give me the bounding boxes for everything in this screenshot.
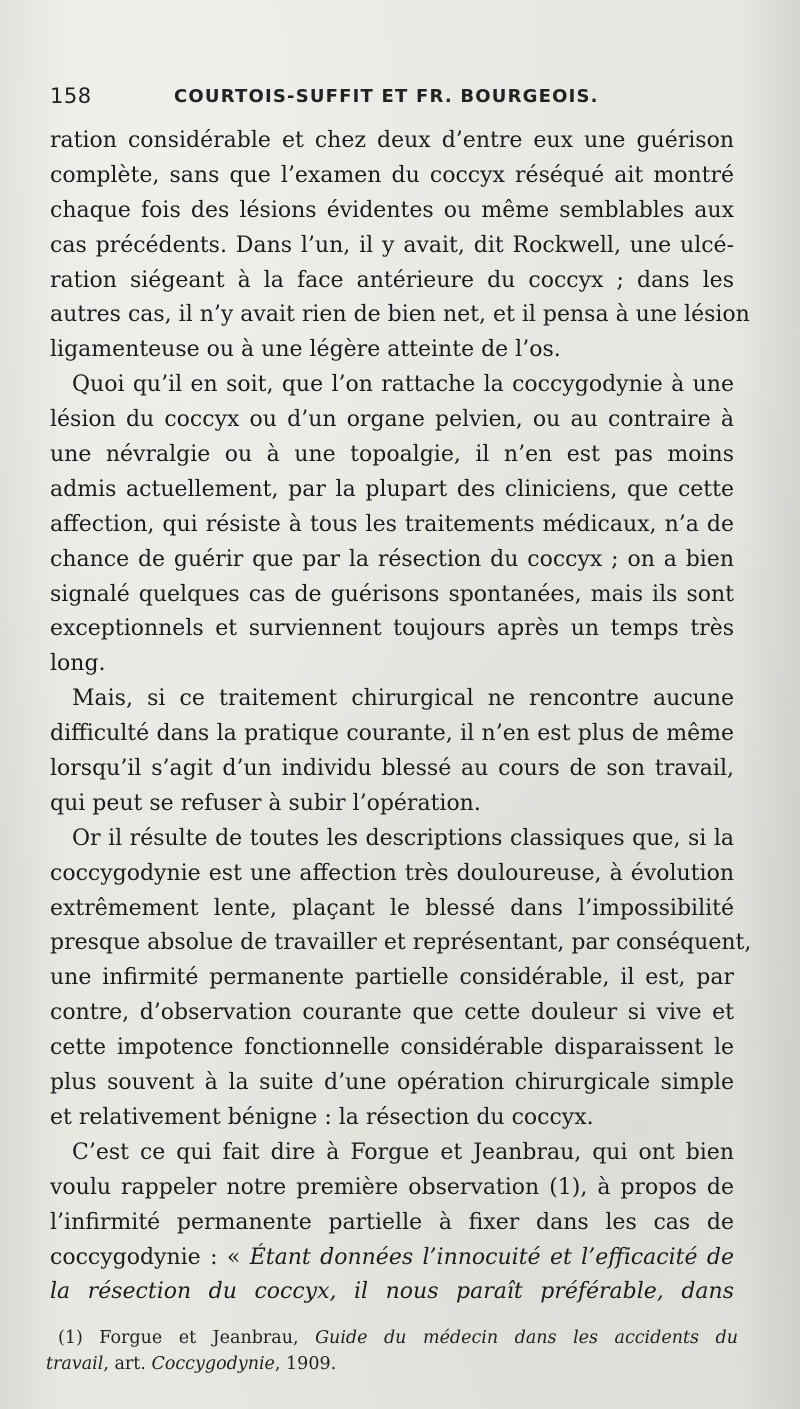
text-line: difficulté dans la pratique courante, il n’en est plus de même	[50, 721, 734, 747]
text-line: l’infirmité permanente partielle à fixer dans les cas de	[50, 1209, 734, 1235]
text-line: admis actuellement, par la plupart des cliniciens, que cette	[50, 476, 734, 502]
text-line: Quoi qu’il en soit, que l’on rattache la coccygodynie à une	[72, 372, 734, 398]
text-line: lésion du coccyx ou d’un organe pelvien, ou au contraire à	[50, 407, 734, 433]
text-line: chaque fois des lésions évidentes ou même semblables aux	[50, 197, 734, 223]
body-text	[50, 124, 752, 1310]
footnote-line	[46, 1351, 738, 1377]
text-line: coccygodynie est une affection très douloureuse, à évolution	[50, 860, 734, 886]
text-line: contre, d’observation courante que cette douleur si vive et	[50, 1000, 734, 1026]
footnote-article: Coccygodynie	[151, 1354, 275, 1374]
text-line: lorsqu’il s’agit d’un individu blessé au cours de son travail,	[50, 756, 734, 782]
text-line: extrêmement lente, plaçant le blessé dans l’impossibilité	[50, 895, 734, 921]
text-line: complète, sans que l’examen du coccyx réséqué ait montré	[50, 162, 734, 188]
quote-italic: la résection du coccyx, il nous paraît préférable, dans	[50, 1279, 734, 1305]
text-line: ligamenteuse ou à une légère atteinte de l’os.	[50, 337, 561, 363]
footnote-year: , 1909.	[274, 1354, 337, 1374]
text-line	[50, 1275, 734, 1310]
text-line: Mais, si ce traitement chirurgical ne rencontre aucune	[72, 686, 734, 712]
text-line: signalé quelques cas de guérisons spontanées, mais ils sont	[50, 581, 734, 607]
footnote-line	[46, 1325, 738, 1351]
text-line: C’est ce qui fait dire à Forgue et Jeanbrau, qui ont bien	[72, 1139, 734, 1165]
text-line: une infirmité permanente partielle considérable, il est, par	[50, 965, 734, 991]
text-line: et relativement bénigne : la résection du coccyx.	[50, 1104, 594, 1130]
text-roman: coccygodynie : «	[50, 1244, 250, 1270]
text-line: cette impotence fonctionnelle considérable disparaissent le	[50, 1035, 734, 1061]
text-line: presque absolue de travailler et représentant, par conséquent,	[50, 930, 752, 956]
text-line: une névralgie ou à une topoalgie, il n’en est pas moins	[50, 442, 734, 468]
text-line: plus souvent à la suite d’une opération chirurgicale simple	[50, 1070, 734, 1096]
text-line: qui peut se refuser à subir l’opération.	[50, 790, 481, 816]
page-header	[50, 84, 750, 118]
text-line: voulu rappeler notre première observation (1), à propos de	[50, 1174, 734, 1200]
text-line: Or il résulte de toutes les descriptions classiques que, si la	[72, 825, 734, 851]
text-line: exceptionnels et surviennent toujours après un temps très	[50, 616, 734, 642]
text-line: long.	[50, 651, 106, 677]
running-head: COURTOIS-SUFFIT ET FR. BOURGEOIS.	[174, 86, 599, 107]
text-line: affection, qui résiste à tous les traitements médicaux, n’a de	[50, 511, 734, 537]
footnote-marker: (1) Forgue et Jeanbrau,	[58, 1328, 316, 1348]
page-number: 158	[50, 84, 92, 108]
text-line: chance de guérir que par la résection du coccyx ; on a bien	[50, 546, 734, 572]
text-line: ration considérable et chez deux d’entre eux une guérison	[50, 128, 734, 153]
text-line: autres cas, il n’y avait rien de bien net, et il pensa à une lésion	[50, 302, 750, 328]
footnote-text: , art.	[103, 1354, 152, 1374]
text-line: ration siégeant à la face antérieure du coccyx ; dans les	[50, 267, 734, 293]
text-line: cas précédents. Dans l’un, il y avait, dit Rockwell, une ulcé-	[50, 232, 734, 258]
footnote-title: Guide du médecin dans les accidents du	[315, 1328, 738, 1348]
quote-italic: Étant données l’innocuité et l’efficacité de	[249, 1244, 734, 1270]
footnote-title-cont: travail	[46, 1354, 104, 1374]
footnote	[46, 1325, 738, 1377]
text-line	[50, 1241, 734, 1276]
